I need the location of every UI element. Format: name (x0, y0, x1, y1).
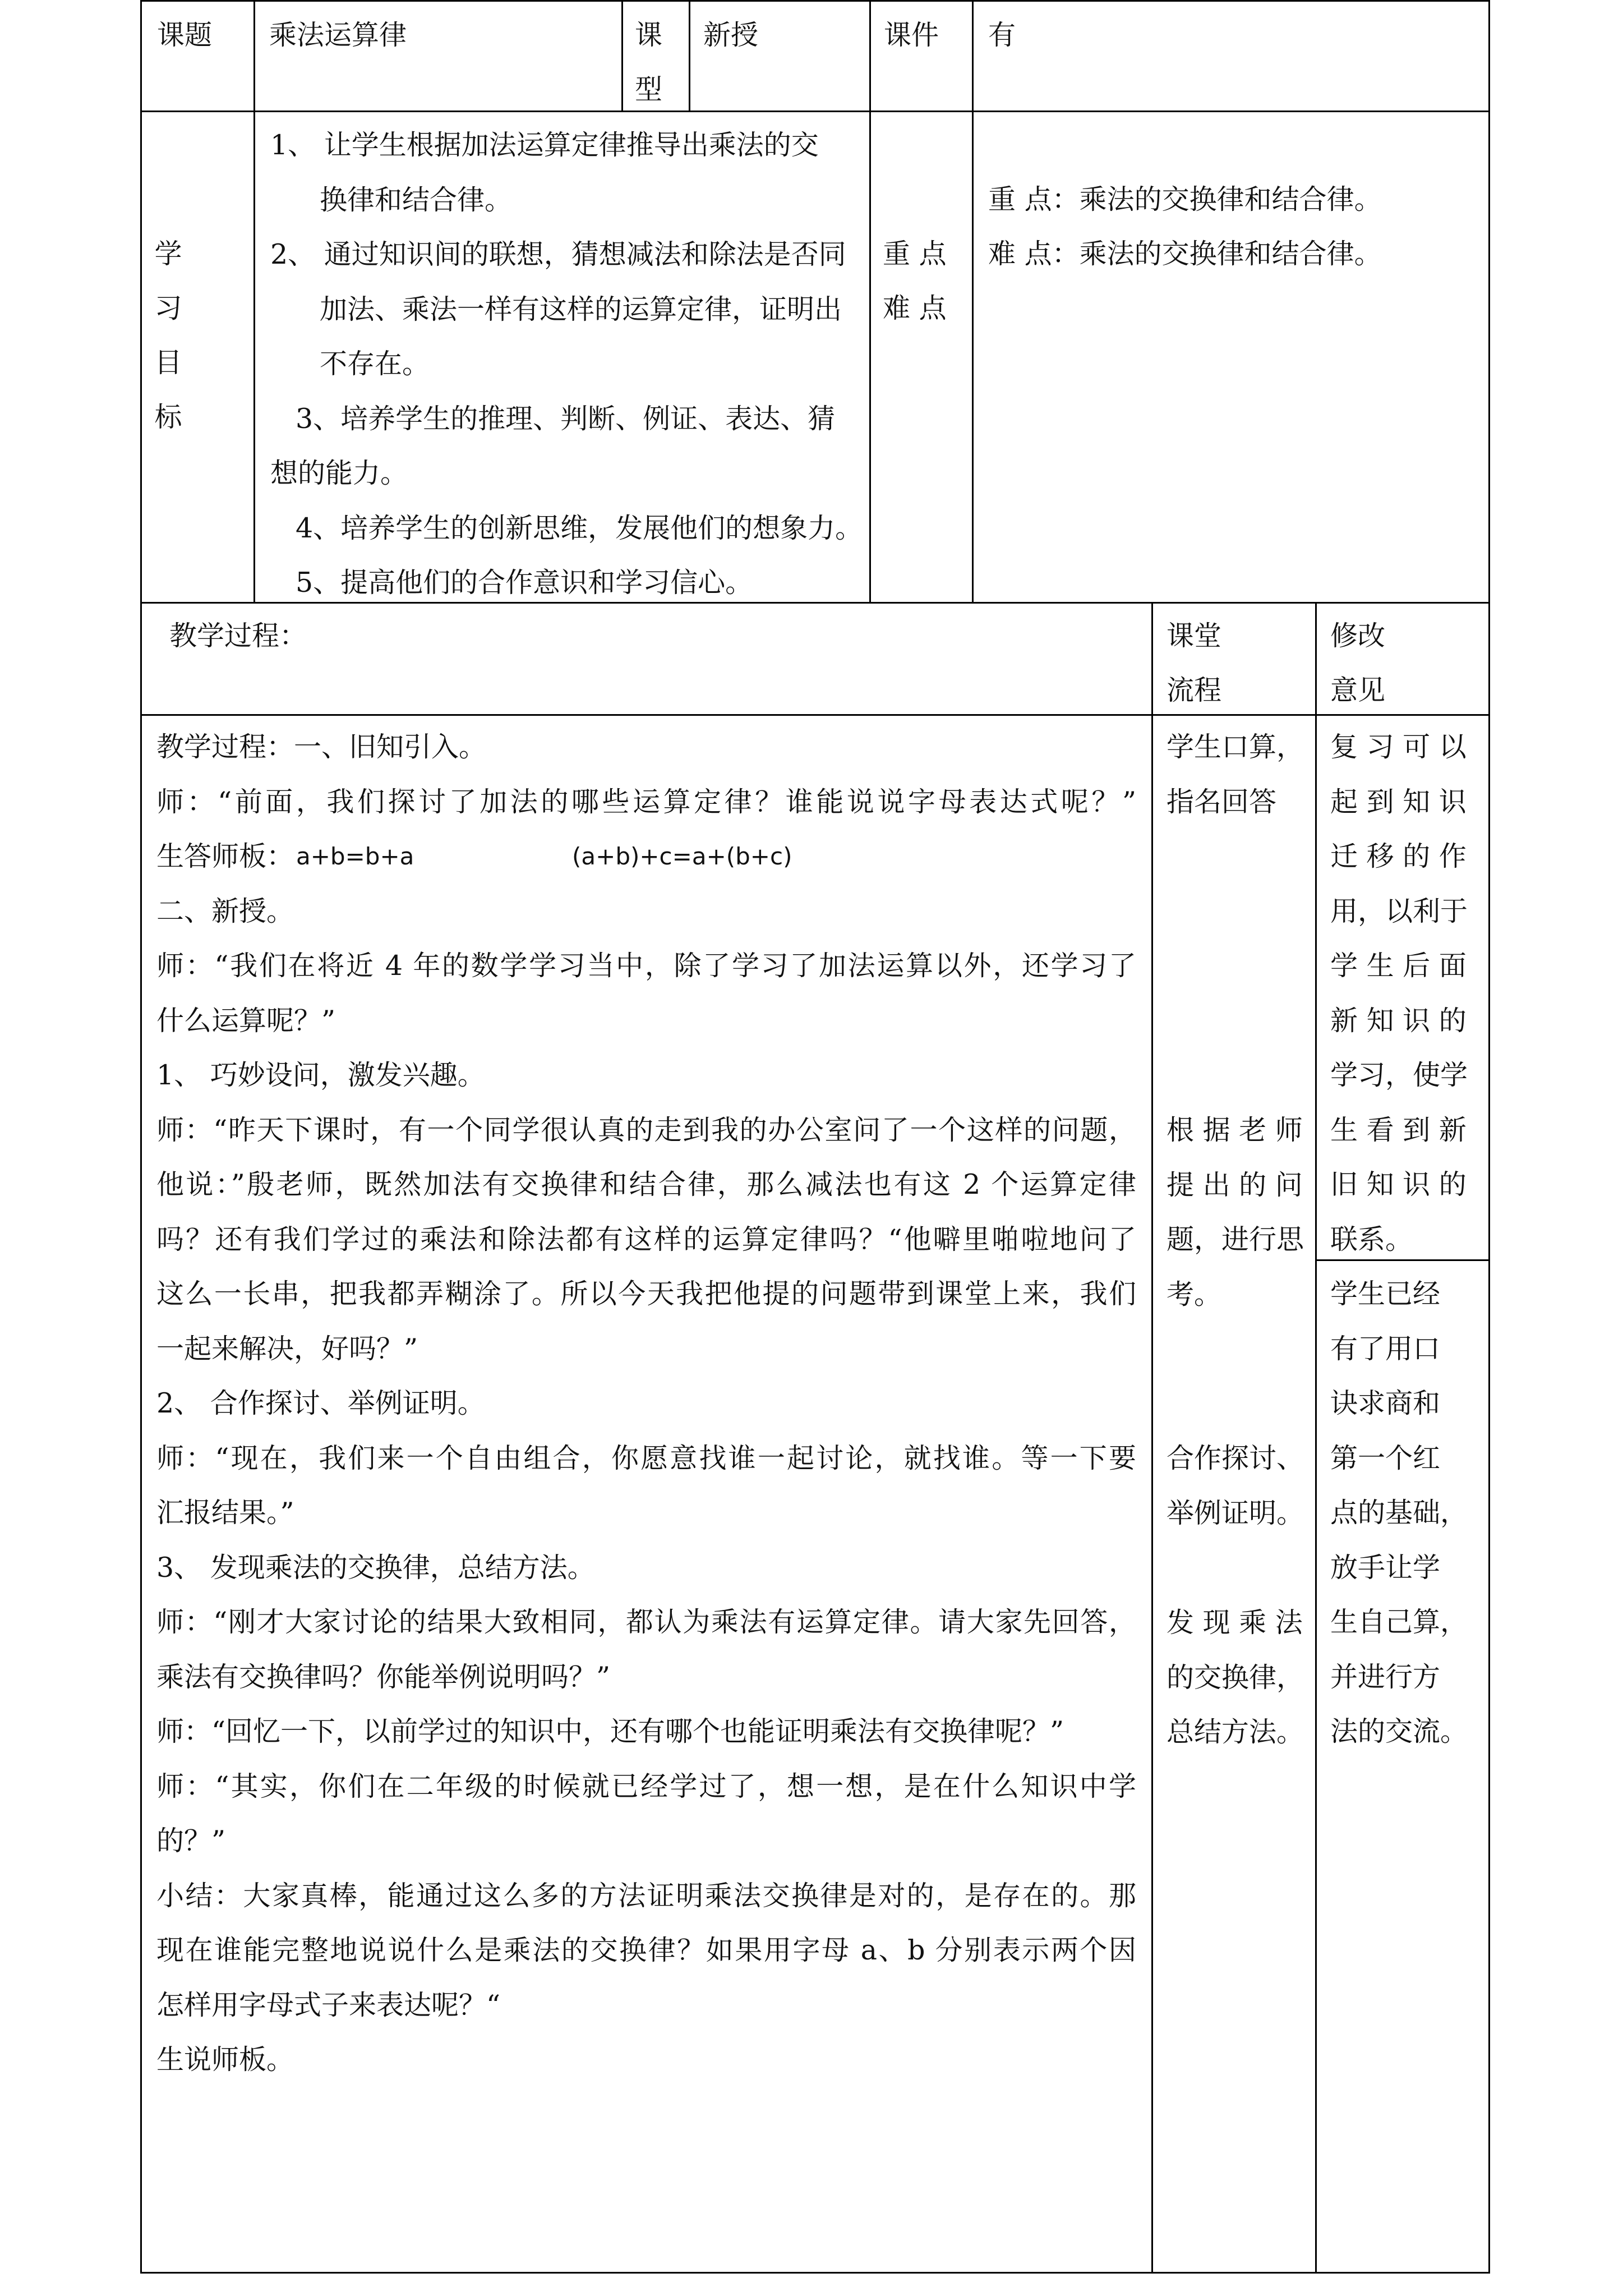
objective-line: 换律和结合律。 (320, 183, 513, 216)
objective-line: 加法、乘法一样有这样的运算定律，证明出 (320, 293, 842, 325)
notes-block-a (1330, 720, 1479, 1267)
flow-line: 题，进行思 (1166, 1223, 1304, 1255)
note-line: 诀求商和 (1330, 1387, 1441, 1419)
courseware-label: 课件 (884, 19, 939, 51)
objectives-label-char: 习 (154, 292, 182, 324)
row-divider-3 (140, 714, 1490, 716)
formula-prefix: 生答师板： (156, 840, 294, 872)
note-line: 生 看 到 新 (1330, 1114, 1467, 1146)
objectives-label (151, 227, 185, 444)
objective-line: 5、提高他们的合作意识和学习信心。 (296, 567, 753, 599)
process-line: 3、 发现乘法的交换律，总结方法。 (156, 1551, 595, 1584)
row-divider-1 (140, 111, 1490, 112)
process-line: 小结：大家真棒，能通过这么多的方法证明乘法交换律是对的，是存在的。那 (156, 1879, 1136, 1912)
col-divider-e (972, 0, 974, 603)
process-line: 现在谁能完整地说说什么是乘法的交换律？如果用字母 a、b 分别表示两个因 (156, 1934, 1136, 1966)
process-line: 什么运算呢？” (156, 1004, 336, 1037)
process-line: 这么一长串，把我都弄糊涂了。所以今天我把他提的问题带到课堂上来，我们 (156, 1278, 1136, 1310)
process-line: 师：“前面，我们探讨了加法的哪些运算定律？谁能说说字母表达式呢？” (156, 785, 1136, 818)
flow-line: 的交换律， (1166, 1661, 1304, 1694)
process-line: 2、 合作探讨、举例证明。 (156, 1387, 485, 1419)
border-right (1488, 0, 1490, 2274)
process-line: 二、新授。 (156, 895, 294, 927)
process-line: 吗？还有我们学过的乘法和除法都有这样的运算定律吗？“他噼里啪啦地问了 (156, 1223, 1136, 1255)
flow-line: 举例证明。 (1166, 1497, 1304, 1529)
process-text (156, 720, 1136, 2087)
objective-line: 想的能力。 (270, 457, 408, 489)
flow-line: 学生口算， (1166, 731, 1304, 763)
note-line: 点的基础， (1330, 1497, 1468, 1529)
formula-associative-addition: (a+b)+c=a+(b+c) (572, 843, 792, 870)
difficult-point-text: 难 点：乘法的交换律和结合律。 (988, 238, 1382, 270)
process-title: 教学过程： (169, 620, 307, 652)
topic-label: 课题 (157, 19, 213, 51)
note-line: 学生已经 (1330, 1278, 1441, 1310)
lesson-type-value: 新授 (703, 19, 759, 51)
note-line: 法的交流。 (1330, 1715, 1468, 1747)
note-line: 复 习 可 以 (1330, 731, 1467, 763)
col-divider-g (1315, 602, 1317, 2274)
objectives-label-char: 目 (154, 347, 182, 379)
process-line: 教学过程：一、旧知引入。 (156, 731, 487, 763)
note-line: 迁 移 的 作 (1330, 840, 1467, 872)
objective-line: 不存在。 (320, 348, 430, 380)
note-line: 第一个红 (1330, 1442, 1441, 1474)
col-divider-d (869, 0, 871, 603)
process-line: 乘法有交换律吗？你能举例说明吗？” (156, 1660, 611, 1693)
flow-line: 总结方法。 (1166, 1716, 1304, 1748)
key-point-text: 重 点：乘法的交换律和结合律。 (988, 183, 1382, 215)
note-line: 起 到 知 识 (1330, 785, 1467, 818)
note-line: 生自己算， (1330, 1606, 1468, 1638)
process-line: 师：“刚才大家讨论的结果大致相同，都认为乘法有运算定律。请大家先回答， (156, 1606, 1136, 1638)
objectives-list (270, 118, 863, 610)
note-line: 学习，使学 (1330, 1059, 1468, 1091)
border-bottom (140, 2272, 1490, 2274)
col-divider-b (621, 0, 623, 112)
note-line: 放手让学 (1330, 1551, 1441, 1584)
flow-line: 考。 (1166, 1278, 1222, 1310)
flow-group-1 (1166, 720, 1304, 829)
objective-line: 4、培养学生的创新思维，发展他们的想象力。 (296, 512, 863, 544)
notes-block-b (1330, 1267, 1479, 1759)
flow-line: 提 出 的 问 (1166, 1168, 1303, 1201)
note-line: 用，以利于 (1330, 895, 1468, 927)
note-line: 有了用口 (1330, 1332, 1441, 1365)
difficult-points-label: 难 点 (883, 292, 947, 324)
objectives-label-char: 学 (154, 238, 182, 270)
col-divider-f (1151, 602, 1153, 2274)
objective-line: 1、 让学生根据加法运算定律推导出乘法的交 (270, 129, 819, 161)
border-top (140, 0, 1490, 2)
flow-group-4 (1166, 1595, 1304, 1760)
flow-header-top: 课堂 (1166, 620, 1222, 652)
process-line: 他说：”殷老师，既然加法有交换律和结合律，那么减法也有这 2 个运算定律 (156, 1168, 1136, 1200)
notes-header-bottom: 意见 (1330, 674, 1386, 706)
objective-line: 2、 通过知识间的联想，猜想减法和除法是否同 (270, 238, 846, 270)
process-line: 的？” (156, 1825, 226, 1857)
objective-line: 3、培养学生的推理、判断、例证、表达、猜 (296, 402, 836, 435)
process-line: 怎样用字母式子来表达呢？“ (156, 1989, 501, 2021)
flow-line: 发 现 乘 法 (1166, 1607, 1303, 1639)
topic-value: 乘法运算律 (269, 19, 407, 51)
note-line: 并进行方 (1330, 1660, 1441, 1693)
col-divider-a (253, 0, 255, 603)
flow-line: 合作探讨、 (1166, 1442, 1304, 1474)
flow-line: 根 据 老 师 (1166, 1114, 1303, 1146)
note-line: 新 知 识 的 (1330, 1004, 1467, 1037)
courseware-value: 有 (988, 19, 1016, 51)
note-line: 学 生 后 面 (1330, 950, 1467, 982)
notes-header-top: 修改 (1330, 620, 1386, 652)
process-line: 一起来解决，好吗？” (156, 1332, 418, 1365)
process-line: 师：“现在，我们来一个自由组合，你愿意找谁一起讨论，就找谁。等一下要 (156, 1442, 1136, 1474)
flow-group-2 (1166, 1103, 1304, 1322)
process-line: 1、 巧妙设问，激发兴趣。 (156, 1059, 485, 1091)
border-left (140, 0, 142, 2274)
process-line: 师：“回忆一下，以前学过的知识中，还有哪个也能证明乘法有交换律呢？” (156, 1715, 1064, 1747)
process-line: 生说师板。 (156, 2044, 294, 2076)
flow-group-3 (1166, 1431, 1304, 1540)
lesson-type-label-top: 课 (635, 19, 663, 51)
formula-commutative-addition: a+b=b+a (296, 843, 414, 870)
flow-line: 指名回答 (1166, 785, 1277, 818)
key-points-label: 重 点 (883, 238, 947, 270)
process-line: 师：“昨天下课时，有一个同学很认真的走到我的办公室问了一个这样的问题， (156, 1114, 1136, 1146)
note-line: 联系。 (1330, 1223, 1413, 1255)
note-line: 旧 知 识 的 (1330, 1168, 1467, 1200)
col-divider-c (689, 0, 690, 112)
process-line: 师：“其实，你们在二年级的时候就已经学过了，想一想，是在什么知识中学 (156, 1770, 1136, 1802)
objectives-label-char: 标 (154, 401, 182, 433)
lesson-type-label-bottom: 型 (635, 73, 663, 105)
flow-header-bottom: 流程 (1166, 674, 1222, 706)
process-line: 师：“我们在将近 4 年的数学学习当中，除了学习了加法运算以外，还学习了 (156, 950, 1136, 982)
process-line: 汇报结果。” (156, 1497, 294, 1529)
